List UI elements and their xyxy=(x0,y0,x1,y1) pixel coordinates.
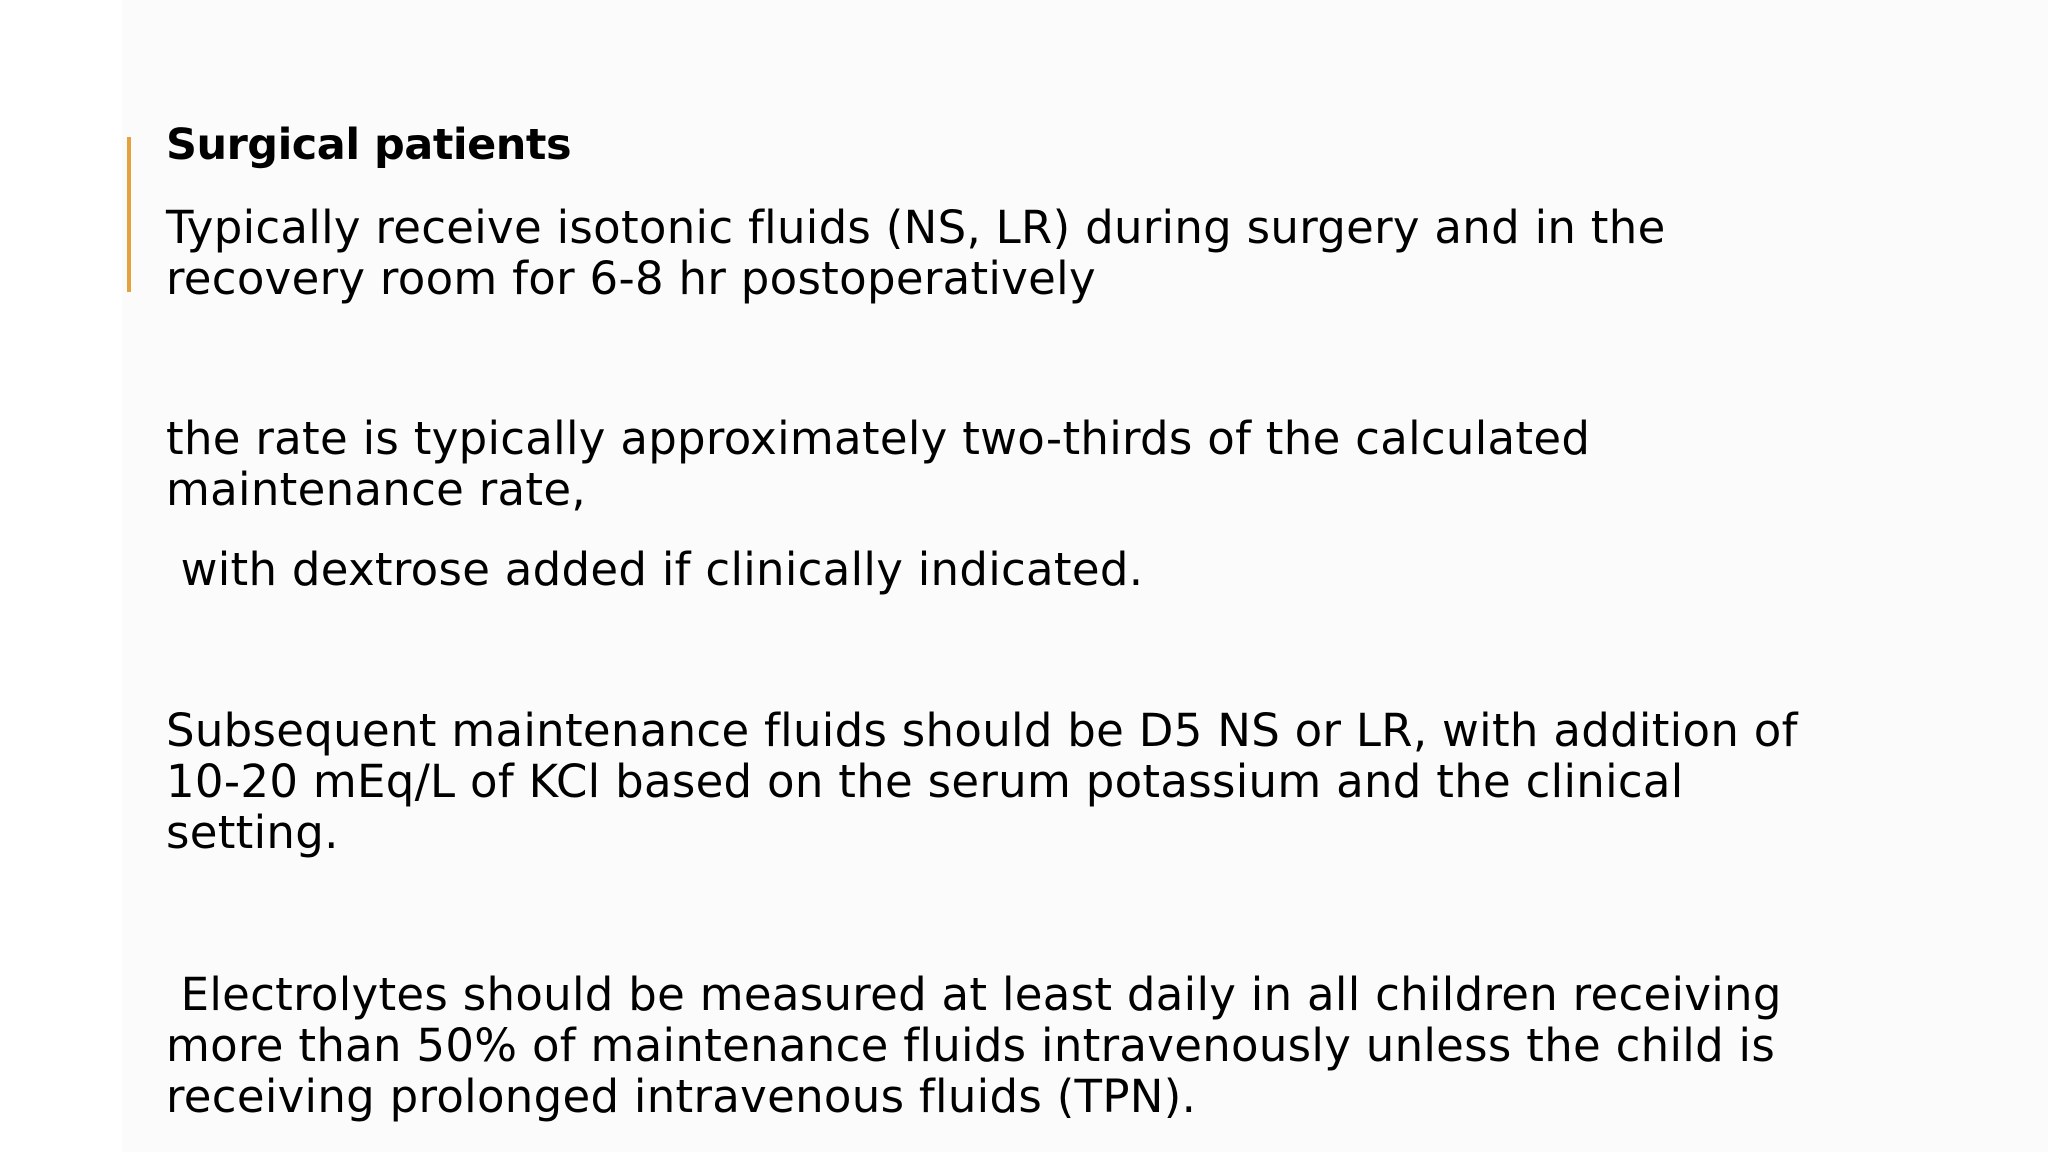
paragraph-maintenance-rate: the rate is typically approximately two-thirds of the calculated maintenance rate, xyxy=(166,412,1591,516)
slide-heading: Surgical patients xyxy=(166,120,572,170)
paragraph-dextrose: with dextrose added if clinically indicated. xyxy=(166,543,1144,596)
paragraph-subsequent-fluids: Subsequent maintenance fluids should be D5 NS or LR, with addition of 10-20 mEq/L of KCl based on the serum potassium and the clinical setting. xyxy=(166,704,1798,859)
paragraph-electrolytes: Electrolytes should be measured at least daily in all children receiving more than 50% of maintenance fluids intravenously unless the child is receiving prolonged intravenous fluids (TPN). xyxy=(166,968,1782,1123)
heading-accent-bar xyxy=(127,137,131,292)
paragraph-isotonic-fluids: Typically receive isotonic fluids (NS, LR) during surgery and in the recovery room for 6-8 hr postoperatively xyxy=(166,201,1666,305)
